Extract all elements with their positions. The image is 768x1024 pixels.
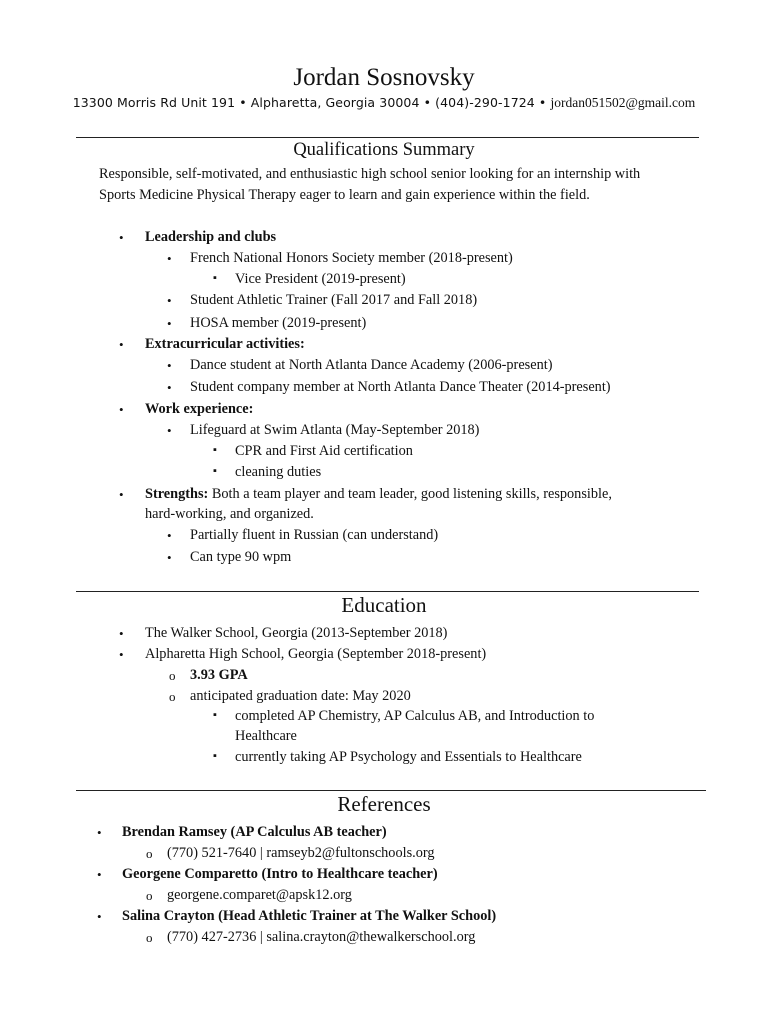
reference-name: Georgene Comparetto (Intro to Healthcare teacher) [122, 866, 438, 882]
bullet-marker: • [119, 337, 124, 352]
square-marker: ▪ [213, 272, 217, 284]
bullet-marker: • [119, 230, 124, 245]
divider-qualifications [76, 137, 699, 138]
bullet-marker: • [119, 402, 124, 417]
bullet-marker: • [167, 316, 172, 331]
bullet-marker: • [167, 423, 172, 438]
strengths-text: Both a team player and team leader, good listening skills, responsible, [208, 486, 612, 502]
list-item: Student company member at North Atlanta Dance Theater (2014-present) [190, 379, 611, 395]
bullet-marker: • [167, 251, 172, 266]
strengths-line-2: hard-working, and organized. [145, 506, 314, 522]
list-item: French National Honors Society member (2018-present) [190, 250, 513, 266]
contact-line [0, 95, 768, 111]
school-item: The Walker School, Georgia (2013-September 2018) [145, 625, 448, 641]
list-item: Partially fluent in Russian (can understand) [190, 527, 439, 543]
bullet-marker: • [167, 358, 172, 373]
list-item: Can type 90 wpm [190, 549, 292, 565]
summary-line-1: Responsible, self-motivated, and enthusiastic high school senior looking for an internship with [99, 166, 641, 182]
list-item: HOSA member (2019-present) [190, 315, 367, 331]
bullet-marker: • [97, 909, 102, 924]
section-title-references: References [337, 792, 431, 816]
completed-courses-line-1: completed AP Chemistry, AP Calculus AB, and Introduction to [235, 708, 595, 724]
list-item: CPR and First Aid certification [235, 443, 413, 459]
heading-leadership: Leadership and clubs [145, 229, 277, 245]
bullet-marker: • [167, 528, 172, 543]
list-item: Vice President (2019-present) [235, 271, 406, 287]
bullet-marker: • [167, 550, 172, 565]
square-marker: ▪ [213, 465, 217, 477]
list-item: Lifeguard at Swim Atlanta (May-September 2018) [190, 422, 480, 438]
circle-marker: o [169, 668, 176, 683]
section-title-qualifications: Qualifications Summary [293, 140, 475, 160]
bullet-marker: • [119, 647, 124, 662]
gpa: 3.93 GPA [190, 667, 248, 683]
divider-education [76, 591, 699, 592]
reference-name: Salina Crayton (Head Athletic Trainer at The Walker School) [122, 908, 497, 924]
school-item: Alpharetta High School, Georgia (September 2018-present) [145, 646, 487, 662]
square-marker: ▪ [213, 444, 217, 456]
bullet-marker: • [119, 487, 124, 502]
bullet-marker: • [167, 293, 172, 308]
circle-marker: o [146, 888, 153, 903]
list-item: Dance student at North Atlanta Dance Academy (2006-present) [190, 357, 553, 373]
circle-marker: o [146, 846, 153, 861]
bullet-marker: • [97, 867, 102, 882]
contact-address: 13300 Morris Rd Unit 191 • Alpharetta, Georgia 30004 • (404)-290-1724 • [72, 95, 551, 110]
completed-courses-line-2: Healthcare [235, 728, 297, 744]
resume-name: Jordan Sosnovsky [293, 64, 475, 91]
circle-marker: o [169, 689, 176, 704]
bullet-marker: • [119, 626, 124, 641]
reference-name: Brendan Ramsey (AP Calculus AB teacher) [122, 824, 387, 840]
divider-references [76, 790, 706, 791]
graduation-date: anticipated graduation date: May 2020 [190, 688, 411, 704]
summary-line-2: Sports Medicine Physical Therapy eager to learn and gain experience within the field. [99, 187, 590, 203]
bullet-marker: • [97, 825, 102, 840]
current-courses: currently taking AP Psychology and Essentials to Healthcare [235, 749, 582, 765]
reference-contact: georgene.comparet@apsk12.org [167, 887, 352, 903]
section-title-education: Education [341, 593, 427, 617]
reference-contact: (770) 427-2736 | salina.crayton@thewalkerschool.org [167, 929, 476, 945]
bullet-marker: • [167, 380, 172, 395]
heading-strengths: Strengths: [145, 486, 209, 502]
contact-email[interactable]: jordan051502@gmail.com [550, 95, 696, 110]
list-item: Student Athletic Trainer (Fall 2017 and Fall 2018) [190, 292, 478, 308]
strengths-line-1 [145, 486, 612, 503]
heading-extracurricular: Extracurricular activities: [145, 336, 305, 352]
heading-work: Work experience: [145, 401, 254, 417]
reference-contact: (770) 521-7640 | ramseyb2@fultonschools.org [167, 845, 435, 861]
square-marker: ▪ [213, 750, 217, 762]
circle-marker: o [146, 930, 153, 945]
list-item: cleaning duties [235, 464, 322, 480]
square-marker: ▪ [213, 709, 217, 721]
